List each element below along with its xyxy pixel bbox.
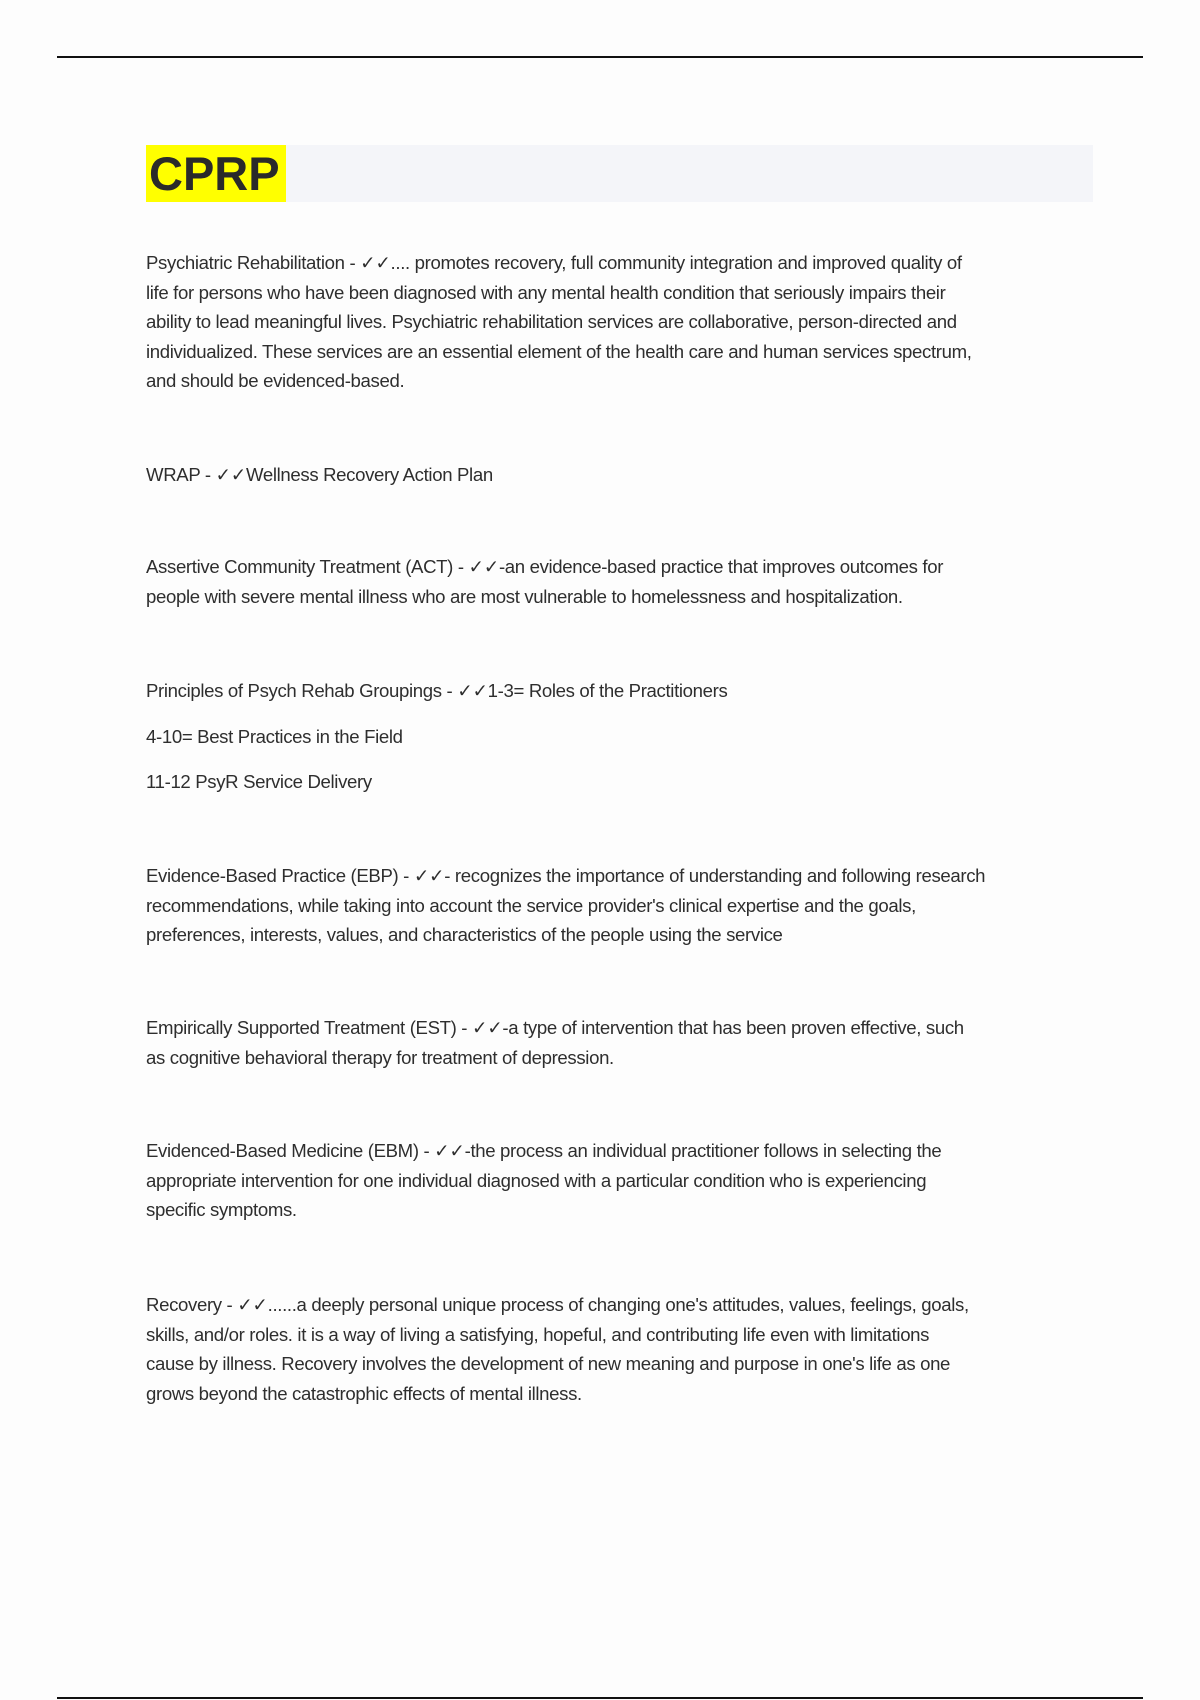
entry-ebp bbox=[146, 861, 1106, 950]
text-line: and should be evidenced-based. bbox=[146, 370, 405, 391]
text-line: Evidence-Based Practice (EBP) - ✓✓- recognizes the importance of understanding and following research bbox=[146, 865, 986, 886]
text-line: Evidenced-Based Medicine (EBM) - ✓✓-the process an individual practitioner follows in selecting the bbox=[146, 1140, 942, 1161]
text-line: Recovery - ✓✓......a deeply personal unique process of changing one's attitudes, values, feelings, goals, bbox=[146, 1294, 969, 1315]
entry-act bbox=[146, 552, 1106, 611]
text-line: as cognitive behavioral therapy for treatment of depression. bbox=[146, 1046, 614, 1068]
text-line: 11-12 PsyR Service Delivery bbox=[146, 771, 372, 792]
text-line: Psychiatric Rehabilitation - ✓✓.... promotes recovery, full community integration and improved quality of bbox=[146, 252, 962, 273]
text-line: WRAP - ✓✓Wellness Recovery Action Plan bbox=[146, 464, 493, 485]
entry-wrap bbox=[146, 460, 1106, 490]
entry-principles-11-12 bbox=[146, 767, 1106, 797]
text-line: appropriate intervention for one individual diagnosed with a particular condition who is experiencing bbox=[146, 1169, 927, 1191]
entry-principles-4-10 bbox=[146, 722, 1106, 752]
page-title: CPRP bbox=[146, 145, 286, 202]
text-line: preferences, interests, values, and characteristics of the people using the service bbox=[146, 924, 783, 945]
entry-psychiatric-rehabilitation bbox=[146, 248, 1106, 396]
text-line: ability to lead meaningful lives. Psychiatric rehabilitation services are collaborative, person-directed and bbox=[146, 311, 957, 332]
text-line: specific symptoms. bbox=[146, 1199, 297, 1220]
text-line: life for persons who have been diagnosed with any mental health condition that seriously impairs their bbox=[146, 281, 946, 303]
text-line: 4-10= Best Practices in the Field bbox=[146, 726, 403, 747]
text-line: people with severe mental illness who are most vulnerable to homelessness and hospitalization. bbox=[146, 585, 903, 607]
entry-ebm bbox=[146, 1136, 1106, 1225]
entry-principles bbox=[146, 676, 1106, 706]
top-rule bbox=[57, 56, 1143, 58]
text-line: individualized. These services are an essential element of the health care and human services spectrum, bbox=[146, 340, 972, 362]
entry-est bbox=[146, 1013, 1106, 1072]
text-line: cause by illness. Recovery involves the development of new meaning and purpose in one's life as one bbox=[146, 1353, 951, 1374]
text-line: Empirically Supported Treatment (EST) - ✓✓-a type of intervention that has been proven effective, such bbox=[146, 1017, 964, 1038]
entry-recovery bbox=[146, 1290, 1106, 1408]
text-line: Principles of Psych Rehab Groupings - ✓✓1-3= Roles of the Practitioners bbox=[146, 680, 728, 701]
title-band bbox=[146, 145, 1093, 202]
text-line: recommendations, while taking into account the service provider's clinical expertise and the goals, bbox=[146, 894, 916, 916]
bottom-rule bbox=[57, 1697, 1143, 1699]
text-line: skills, and/or roles. it is a way of living a satisfying, hopeful, and contributing life even with limitations bbox=[146, 1323, 930, 1345]
text-line: Assertive Community Treatment (ACT) - ✓✓-an evidence-based practice that improves outcomes for bbox=[146, 556, 944, 577]
text-line: grows beyond the catastrophic effects of mental illness. bbox=[146, 1382, 582, 1404]
